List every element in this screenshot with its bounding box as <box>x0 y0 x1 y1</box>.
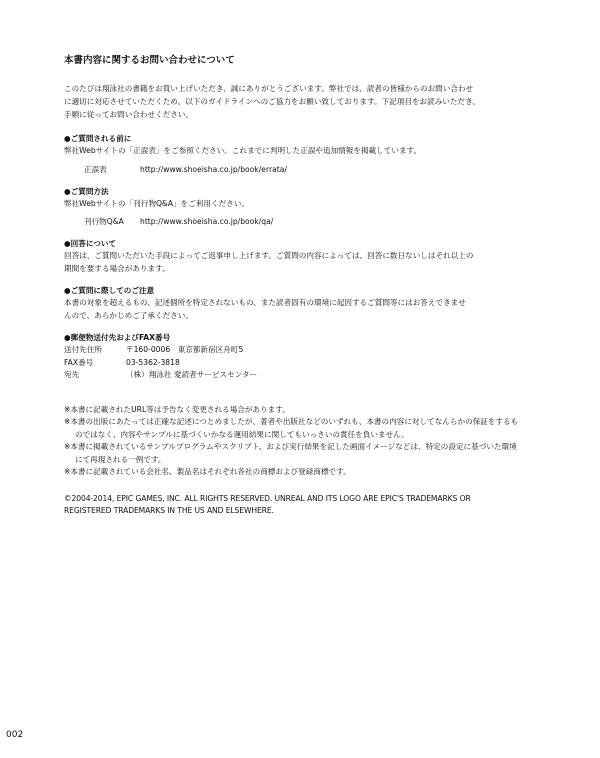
qa-link-row <box>84 216 524 228</box>
section-body-line: 回答は、ご質問いただいた手段によってご返事申し上げます。ご質問の内容によっては、回答に数日ないしはそれ以上の <box>64 251 474 260</box>
errata-link-row <box>84 164 524 176</box>
section-heading: ●郵便物送付先およびFAX番号 <box>64 333 171 342</box>
address-value: 〒160-0006 東京都新宿区舟町5 <box>126 345 244 354</box>
copyright-line: REGISTERED TRADEMARKS IN THE US AND ELSEWHERE. <box>64 506 274 515</box>
fax-value: 03-5362-3818 <box>126 357 180 367</box>
intro-line: このたびは翔泳社の書籍をお買い上げいただき、誠にありがとうございます。弊社では、読者の皆様からのお問い合わせ <box>64 84 474 93</box>
recipient-label: 宛先 <box>64 370 80 379</box>
section-mail <box>64 332 524 382</box>
note-item: ※本書に記載されたURL等は予告なく変更される場合があります。 <box>64 404 290 414</box>
section-heading: ●ご質問方法 <box>64 186 109 196</box>
recipient-value: （株）翔泳社 愛読者サービスセンター <box>126 370 258 379</box>
note-item: ※本書に記載されている会社名、製品名はそれぞれ各社の商標および登録商標です。 <box>64 467 351 476</box>
errata-url[interactable]: http://www.shoeisha.co.jp/book/errata/ <box>140 164 287 174</box>
fax-label: FAX番号 <box>64 357 94 367</box>
section-body-line: 本書の対象を超えるもの、記述個所を特定されないもの、また読者固有の環境に起因するご質問等にはお答えできませ <box>64 298 466 307</box>
intro-line: に適切に対応させていただくため、以下のガイドラインへのご協力をお願い致しております。下記項目をお読みいただき、 <box>64 97 480 106</box>
section-body-line: んので、あらかじめご了承ください。 <box>64 310 193 320</box>
address-label: 送付先住所 <box>64 345 102 354</box>
fax-row <box>64 357 524 370</box>
copyright-notice <box>64 493 524 518</box>
notes-list <box>64 404 524 479</box>
section-method <box>64 186 524 229</box>
section-heading: ●回答について <box>64 239 117 248</box>
section-caution <box>64 285 524 322</box>
intro-paragraph <box>64 82 524 121</box>
errata-label: 正誤表 <box>84 164 107 174</box>
section-body: 弊社Webサイトの「刊行物Q&A」をご利用ください。 <box>64 198 249 208</box>
note-item: ※本書に掲載されているサンプルプログラムやスクリプト、および実行結果を記した画面イメージなどは、特定の設定に基づいた環境にて再現される一例です。 <box>64 442 517 464</box>
page-content <box>64 54 524 518</box>
section-before-asking <box>64 133 524 176</box>
note-item: ※本書の出版にあたっては正確な記述につとめましたが、著者や出版社などのいずれも、本書の内容に対してなんらかの保証をするものではなく、内容やサンプルに基づくいかなる運用結果に関してもいっさいの責任を負いません。 <box>64 417 519 439</box>
page-number: 002 <box>6 730 24 740</box>
copyright-line: ©2004-2014, EPIC GAMES, INC. ALL RIGHTS RESERVED. UNREAL AND ITS LOGO ARE EPIC'S TRADEMARKS OR <box>64 493 471 503</box>
qa-label: 刊行物Q&A <box>84 217 124 226</box>
section-heading: ●ご質問される前に <box>64 134 132 143</box>
intro-line: 手順に従ってお問い合わせください。 <box>64 110 194 119</box>
section-heading: ●ご質問に際してのご注意 <box>64 286 155 295</box>
recipient-row <box>64 369 524 382</box>
page-title: 本書内容に関するお問い合わせについて <box>64 55 235 66</box>
qa-url[interactable]: http://www.shoeisha.co.jp/book/qa/ <box>140 217 274 226</box>
address-row <box>64 344 524 357</box>
section-body: 弊社Webサイトの「正誤表」をご参照ください。これまでに判明した正誤や追加情報を掲載しています。 <box>64 146 422 155</box>
section-body-line: 期間を要する場合があります。 <box>64 263 170 273</box>
section-answer <box>64 238 524 275</box>
